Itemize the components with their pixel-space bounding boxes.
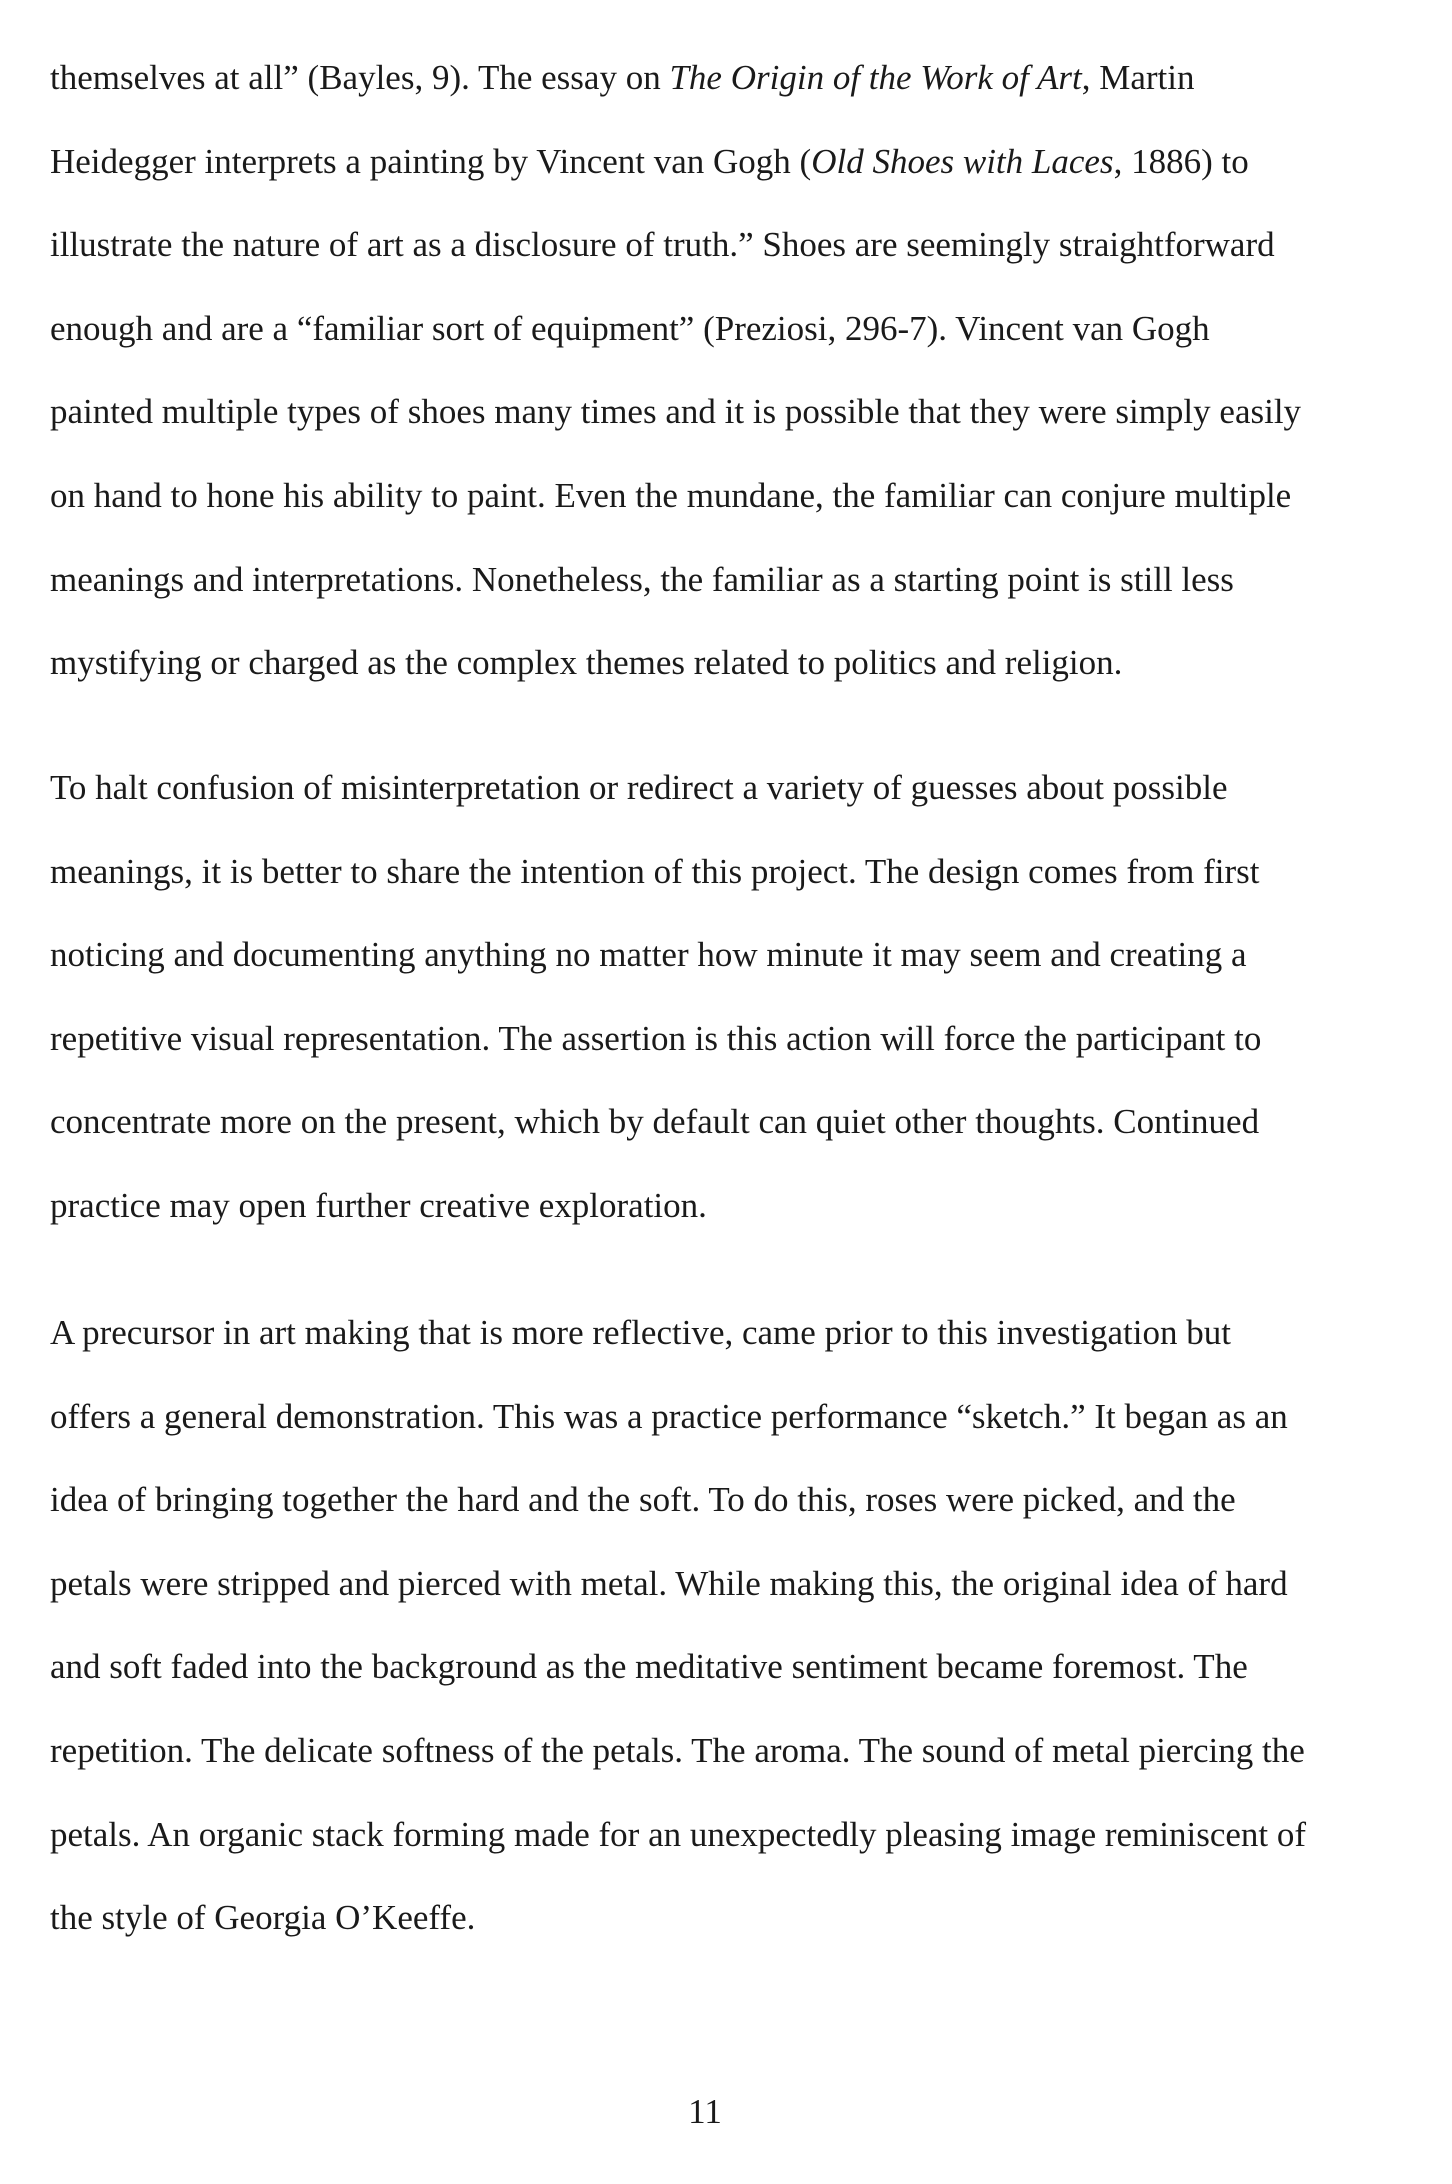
- text-line: enough and are a “familiar sort of equipment” (Preziosi, 296-7). Vincent van Gogh: [50, 308, 1210, 348]
- text-line: petals. An organic stack forming made for an unexpectedly pleasing image reminiscent of: [50, 1814, 1307, 1854]
- text-line: on hand to hone his ability to paint. Even the mundane, the familiar can conjure multiple: [50, 475, 1292, 515]
- text-line: concentrate more on the present, which by default can quiet other thoughts. Continued: [50, 1102, 1260, 1142]
- text-line: offers a general demonstration. This was a practice performance “sketch.” It began as an: [50, 1396, 1288, 1436]
- text-line: repetition. The delicate softness of the petals. The aroma. The sound of metal piercing the: [50, 1730, 1305, 1770]
- italic-title-origin-of-work-of-art: The Origin of the Work of Art: [669, 58, 1082, 97]
- text-line: meanings, it is better to share the intention of this project. The design comes from first: [50, 851, 1260, 891]
- text-line: petals were stripped and pierced with metal. While making this, the original idea of hard: [50, 1563, 1288, 1603]
- text-line: repetitive visual representation. The assertion is this action will force the participant to: [50, 1018, 1262, 1058]
- text-line: themselves at all” (Bayles, 9). The essay on The Origin of the Work of Art, Martin: [50, 58, 1195, 97]
- text-line: practice may open further creative exploration.: [50, 1185, 707, 1225]
- text-line: painted multiple types of shoes many times and it is possible that they were simply easily: [50, 392, 1302, 432]
- text-line: illustrate the nature of art as a disclosure of truth.” Shoes are seemingly straightforward: [50, 225, 1275, 265]
- text-line: A precursor in art making that is more reflective, came prior to this investigation but: [50, 1313, 1231, 1352]
- text-line: meanings and interpretations. Nonetheless, the familiar as a starting point is still less: [50, 559, 1234, 599]
- text-line: To halt confusion of misinterpretation or redirect a variety of guesses about possible: [50, 768, 1228, 807]
- text-line: and soft faded into the background as the meditative sentiment became foremost. The: [50, 1647, 1248, 1687]
- text-line: idea of bringing together the hard and the soft. To do this, roses were picked, and the: [50, 1480, 1236, 1520]
- paragraph-precursor-roses: [50, 1306, 1440, 1975]
- italic-title-old-shoes-with-laces: Old Shoes with Laces: [811, 141, 1114, 181]
- paragraph-heidegger-van-gogh: [50, 51, 1440, 720]
- text-line: Heidegger interprets a painting by Vincent van Gogh (Old Shoes with Laces, 1886) to: [50, 141, 1249, 181]
- page-number: 11: [688, 2092, 722, 2131]
- text-line: the style of Georgia O’Keeffe.: [50, 1898, 476, 1938]
- text-line: noticing and documenting anything no matter how minute it may seem and creating a: [50, 935, 1247, 975]
- text-line: mystifying or charged as the complex themes related to politics and religion.: [50, 643, 1123, 683]
- paragraph-project-intention: [50, 761, 1440, 1263]
